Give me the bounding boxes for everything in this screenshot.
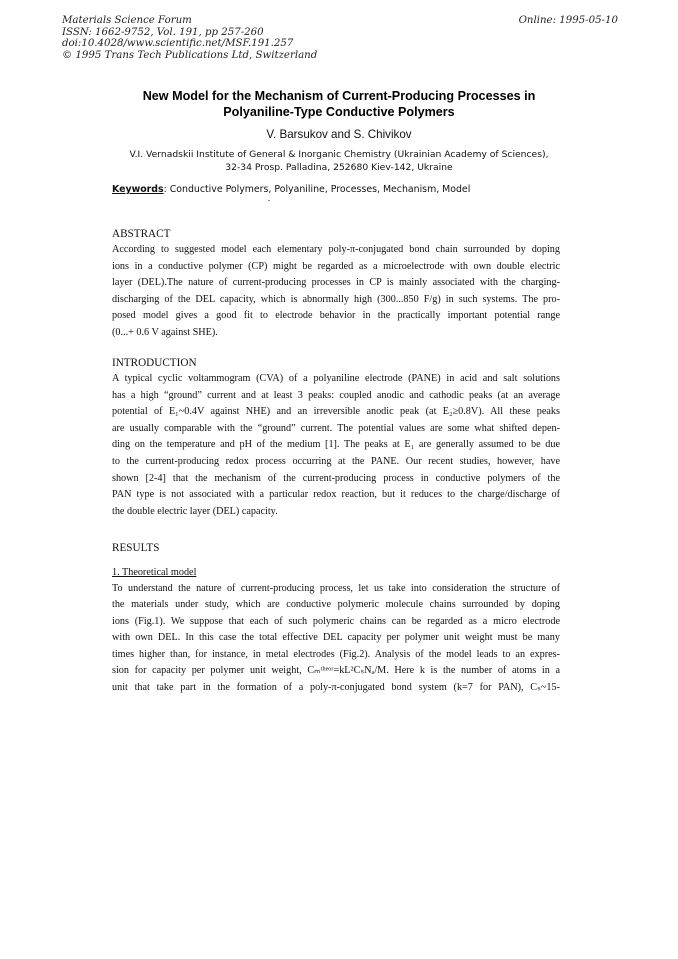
journal-info — [62, 15, 317, 61]
keywords — [112, 184, 470, 195]
abstract-line: discharging of the DEL capacity, which is abnormally high (300...850 F/g) in such systems. The pro- — [112, 293, 560, 305]
paper-title — [90, 89, 588, 120]
title-line: Polyaniline-Type Conductive Polymers — [223, 104, 455, 119]
introduction-line: A typical cyclic voltammogram (CVA) of a polyaniline electrode (PANE) in acid and salt solutions — [112, 373, 560, 384]
abstract-heading: ABSTRACT — [112, 228, 171, 240]
title-line: New Model for the Mechanism of Current-Producing Processes in — [142, 89, 536, 103]
results-line: with own DEL. In this case the total effective DEL capacity per polymer unit weight must be many — [112, 632, 560, 644]
scan-speck — [268, 200, 270, 201]
introduction-heading: INTRODUCTION — [112, 357, 197, 369]
affiliation-line: V.I. Vernadskii Institute of General & Inorganic Chemistry (Ukrainian Academy of Sciences), — [129, 149, 549, 160]
introduction-line: shown [2-4] that the mechanism of the current-producing process in conductive polymers of the — [112, 472, 560, 484]
journal-name: Materials Science Forum — [62, 15, 192, 26]
authors: V. Barsukov and S. Chivikov — [266, 128, 412, 141]
results-line: unit that take part in the formation of a poly-π-conjugated bond system (k=7 for PAN), Cₛ~15- — [112, 682, 560, 694]
introduction-section — [112, 356, 560, 520]
keywords-text: : Conductive Polymers, Polyaniline, Processes, Mechanism, Model — [163, 184, 471, 195]
introduction-line: the double electric layer (DEL) capacity. — [112, 505, 278, 517]
results-heading: RESULTS — [112, 542, 160, 554]
online-date: Online: 1995-05-10 — [518, 15, 618, 26]
introduction-line: potential of E₁~0.4V against NHE) and an irreversible anodic peak (at E₂≥0.8V). All these peaks — [112, 406, 560, 418]
abstract-line: ions in a conductive polymer (CP) might be regarded as a microelectrode with own double electric — [112, 260, 560, 272]
abstract-line: According to suggested model each elementary poly-π-conjugated bond chain surrounded by doping — [112, 244, 560, 255]
journal-issn: ISSN: 1662-9752, Vol. 191, pp 257-260 — [62, 26, 264, 38]
introduction-line: ding on the temperature and pH of the medium [1]. The peaks at E₁ are generally assumed to be due — [112, 439, 560, 451]
journal-doi: doi:10.4028/www.scientific.net/MSF.191.257 — [62, 38, 294, 50]
affiliation — [80, 149, 598, 174]
abstract-line: layer (DEL).The nature of current-producing processes in CP is mainly associated with the charging- — [112, 277, 560, 289]
results-line: ions (Fig.1). We suppose that each of such polymeric chains can be regarded as a micro electrode — [112, 615, 560, 627]
results-line: times higher than, for instance, in metal electrodes (Fig.2). Analysis of the model leads to an expres- — [112, 648, 560, 660]
keywords-label: Keywords — [112, 184, 164, 195]
abstract-section — [112, 227, 560, 342]
introduction-line: PAN type is not associated with a particular redox reaction, but it reduces to the charge/discharge of — [112, 489, 560, 501]
affiliation-line: 32-34 Prosp. Palladina, 252680 Kiev-142, Ukraine — [225, 161, 453, 173]
results-line: the materials under study, which are conductive polymeric molecule chains surrounded by doping — [112, 599, 560, 611]
introduction-line: has a high “ground” current and at least 3 peaks: coupled anodic and cathodic peaks (at an average — [112, 389, 560, 401]
results-subheading: 1. Theoretical model — [112, 567, 197, 578]
journal-copyright: © 1995 Trans Tech Publications Ltd, Switzerland — [62, 49, 318, 61]
introduction-line: are usually comparable with the “ground” current. The potential values are some what shifted depen- — [112, 422, 560, 434]
results-line: To understand the nature of current-producing process, let us take into consideration the structure of — [112, 582, 560, 594]
results-section — [112, 541, 560, 697]
abstract-line: posed model gives a good fit to electrode behavior in the practically important potential range — [112, 310, 560, 322]
abstract-line: (0...+ 0.6 V against SHE). — [112, 326, 218, 338]
introduction-line: to the current-producing redox process occurring at the PANE. Our recent studies, however, have — [112, 455, 560, 467]
results-line: sion for capacity per polymer unit weight, Cₘᵗʰᵉᵒʳ=kL²CₛNₐ/M. Here k is the number of atoms in a — [112, 665, 560, 677]
